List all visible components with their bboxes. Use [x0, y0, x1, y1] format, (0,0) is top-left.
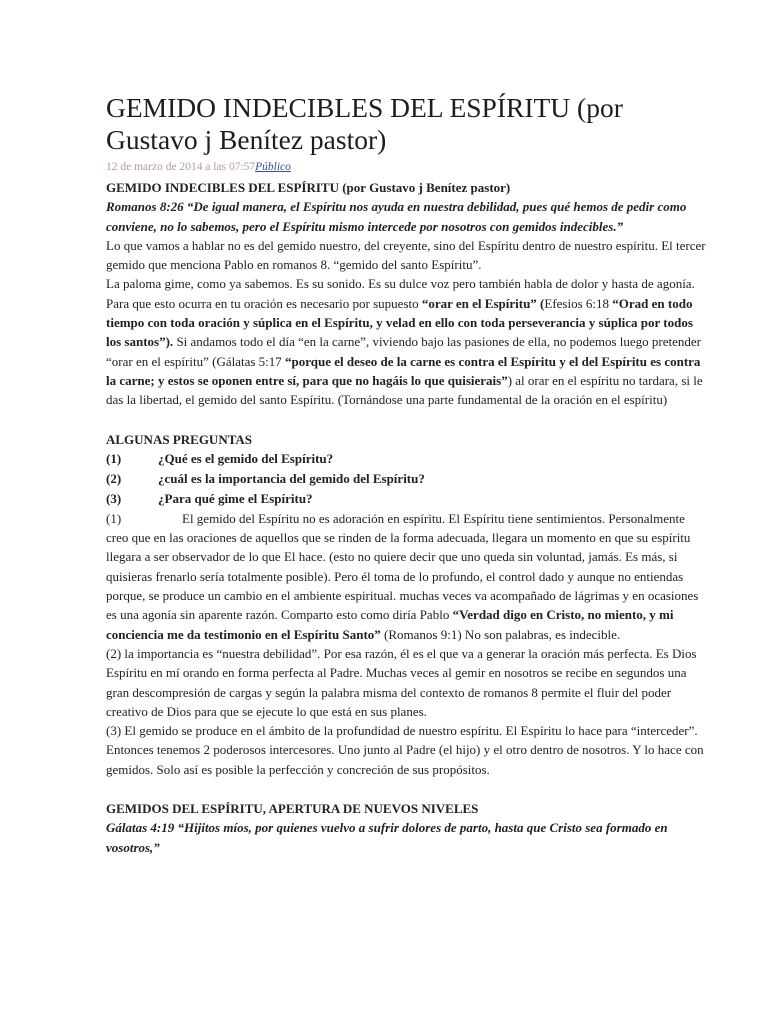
visibility-link[interactable]: Público	[255, 161, 291, 173]
question-text: ¿cuál es la importancia del gemido del Espíritu?	[158, 470, 425, 486]
p3-bold-f: “porque el deseo de la carne es contra el Espíritu y el del Espíritu es contra la carne; y estos se oponen entre sí, para que no hagáis lo que quisierais”	[106, 353, 701, 388]
post-meta	[106, 160, 706, 174]
question-number: (2)	[106, 470, 122, 486]
answer-1-text: El gemido del Espíritu no es adoración en espíritu. El Espíritu tiene sentimientos. Personalmente creo que en las oraciones de aquellos que se rinden de la forma adecuada, llegara un momento en que su espíritu llegara a ser observador de lo que El hace. (esto no quiere decir que uno queda sin voluntad, jamás. Es más, si quisieras frenarlo sería totalmente posible). Pero él toma de lo profundo, el control dado y aunque no entiendas porque, se produce un cambio en el ambiente espiritual. muchas veces va acompañado de lágrimas y en ocasiones es una agonía sin aparente razón. Comparto esto como diría Pablo	[106, 510, 699, 623]
section-heading-preguntas: ALGUNAS PREGUNTAS	[106, 431, 253, 447]
p3-text-g: ) al orar en el espíritu no tardara, si le das la libertad, el gemido del santo Espíritu. (Tornándose una parte fundamental de la oración en el espíritu)	[106, 372, 703, 408]
paragraph-3	[106, 294, 706, 410]
question-item	[106, 469, 706, 489]
post-subtitle: GEMIDO INDECIBLES DEL ESPÍRITU (por Gustavo j Benítez pastor)	[106, 180, 511, 195]
question-text: ¿Qué es el gemido del Espíritu?	[158, 450, 334, 466]
question-text: ¿Para qué gime el Espíritu?	[158, 490, 313, 506]
paragraph-2: La paloma gime, como ya sabemos. Es su sonido. Es su dulce voz pero también habla de dolor y hasta de agonía.	[106, 276, 695, 292]
question-number: (1)	[106, 450, 122, 466]
answer-1-ref: (Romanos 9:1) No son palabras, es indecible.	[380, 626, 621, 642]
question-item	[106, 449, 706, 469]
verse2-text: “Hijitos míos, por quienes vuelvo a sufrir dolores de parto, hasta que Cristo sea formado en vosotros,”	[106, 820, 668, 855]
answer-number: (1)	[106, 510, 122, 526]
section-heading-gemidos: GEMIDOS DEL ESPÍRITU, APERTURA DE NUEVOS NIVELES	[106, 801, 479, 817]
answer-2: (2) la importancia es “nuestra debilidad”. Por esa razón, él es el que va a generar la oración más perfecta. Es Dios Espíritu en mí orando en forma perfecta al Padre. Muchas veces al gemir en nosotros se recibe en segundos una gran descompresión de cargas y según la palabra misma del contexto de romanos 8 permite el fluir del poder creativo de Dios para que se ejecute lo que está en sus planes.	[106, 645, 697, 719]
answer-1-quote: “Verdad digo en Cristo, no miento, y mi conciencia me da testimonio en el Espíritu Santo”	[106, 607, 674, 642]
verse-galatas	[106, 818, 706, 857]
answer-1	[106, 509, 706, 644]
verse2-ref: Gálatas 4:19	[106, 820, 175, 836]
p3-text-e: Si andamos todo el día “en la carne”, viviendo bajo las pasiones de ella, no podemos luego pretender “orar en el espíritu” (Gálatas 5:17	[106, 334, 701, 369]
answer-3: (3) El gemido se produce en el ámbito de la profundidad de nuestro espíritu. El Espíritu lo hace para “interceder”. Entonces tenemos 2 poderosos intercesores. Uno junto al Padre (el hijo) y el otro dentro de nosotros. Y lo hace con gemidos. Solo así es posible la perfección y concreción de sus propósitos.	[106, 723, 704, 777]
p3-ref-c: Efesios 6:18	[544, 295, 613, 311]
verse-ref: Romanos 8:26	[106, 199, 184, 215]
verse-text: “De igual manera, el Espíritu nos ayuda en nuestra debilidad, pues qué hemos de pedir como conviene, no lo sabemos, pero el Espíritu mismo intercede por nosotros con gemidos indecibles.”	[106, 199, 687, 234]
p3-bold-d: “Orad en todo tiempo con toda oración y súplica en el Espíritu, y velad en ello con toda perseverancia y súplica por todos los santos”).	[106, 295, 693, 350]
p3-bold-b: “orar en el Espíritu” (	[421, 295, 545, 311]
verse-romanos	[106, 197, 706, 236]
post-date: 12 de marzo de 2014 a las 07:57	[106, 161, 256, 173]
question-number: (3)	[106, 490, 122, 506]
paragraph-1: Lo que vamos a hablar no es del gemido nuestro, del creyente, sino del Espíritu dentro de nuestro espíritu. El tercer gemido que menciona Pablo en romanos 8. “gemido del santo Espíritu”.	[106, 237, 706, 273]
post-title: GEMIDO INDECIBLES DEL ESPÍRITU (por Gustavo j Benítez pastor)	[106, 92, 623, 155]
question-item	[106, 489, 706, 509]
p3-text-a: Para que esto ocurra en tu oración es necesario por supuesto	[106, 295, 422, 311]
